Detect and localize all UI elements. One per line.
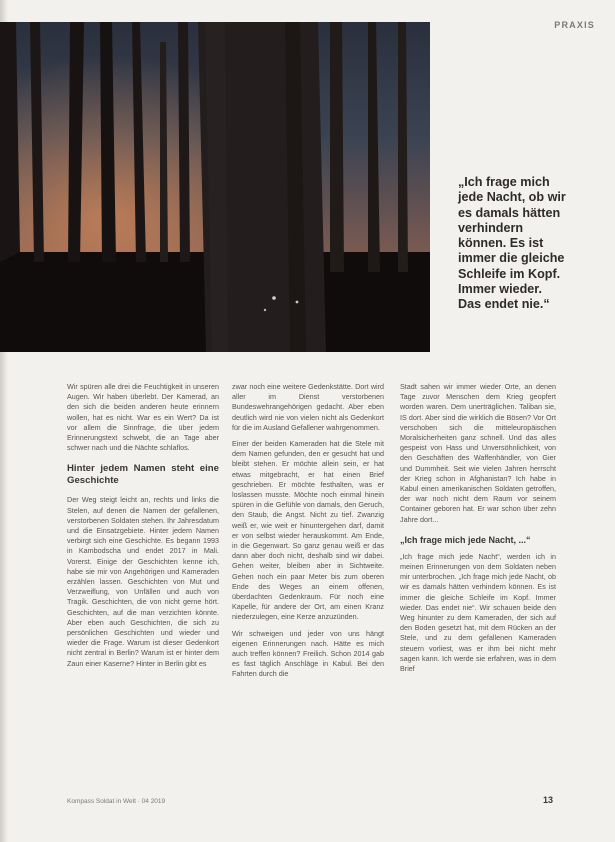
text-column-3 bbox=[400, 382, 556, 680]
page-number: 13 bbox=[542, 795, 553, 805]
section-label: PRAXIS bbox=[554, 20, 595, 30]
text-column-2 bbox=[232, 382, 384, 686]
text-column-1 bbox=[67, 382, 219, 675]
paragraph: „Ich frage mich jede Nacht“, werden ich in meinen Erinnerungen von dem Soldaten neben mir unterbrochen. „Ich frage mich jede Nacht, ob wir es damals hätten verhindern können. Es ist immer die gleiche Schleife im Kopf. Immer wieder. Das endet nie“. Wir schauen beide den Weg hinunter zu dem Kameraden, der sich auf den Boden gesetzt hat, mit dem Rücken an der Stele, und zu dem gefallenen Kameraden steuern vorliest, was er ihm bei nicht mehr sagen kann. Ich werde sie erfahren, was in dem Brief bbox=[400, 551, 556, 674]
paragraph: zwar noch eine weitere Gedenkstätte. Dort wird aller im Dienst verstorbenen Bundeswehrangehörigen gedacht. Aber eben deutlich wird nie von vielen nicht als Gedenkort für die im Ausland Gefallener wahrgenommen. bbox=[232, 382, 384, 432]
paragraph: Wir schweigen und jeder von uns hängt eigenen Erinnerungen nach. Hätte es mich auch treffen können? Freilich. Schon 2014 gab es fast täglich Anschläge in Kabul. Bei den Fahrten durch die bbox=[232, 628, 384, 679]
paragraph: Stadt sahen wir immer wieder Orte, an denen Tage zuvor Menschen dem Krieg geopfert worden waren. Dem unerträglichen. Taliban sie, IS dort. Aber sind die wirklich die Bösen? Vor Ort verschoben sich die mitteleuropäischen Moralsicherheiten ganz schnell. Und das alles gespeist von Hass und Unversöhnlichkeit, von den Geschäften des Waffenhändler, von Gier und Dummheit. Seit wie vielen Jahren herrscht der Krieg schon in Afghanistan? Ich habe in Kabul einen amerikanischen Soldaten getroffen, der war noch nicht dem Raum vor seinem Container geboren hat. Er war schon über zehn Jahre dort... bbox=[400, 382, 556, 524]
section-heading: Hinter jedem Namen steht eine Geschichte bbox=[67, 463, 219, 487]
paragraph: Wir spüren alle drei die Feuchtigkeit in unseren Augen. Wir haben überlebt. Der Kamerad, an den sich die beiden anderen heute erinnern wollen, hat es nicht. War es ein Wert? Da ist vor allem die Sinnfrage, die über jedem Erinnerungstext schwebt, die an Tage aber schwer nach und die Nächte schlaflos. bbox=[67, 382, 219, 453]
paragraph: Einer der beiden Kameraden hat die Stele mit dem Namen gefunden, den er gesucht hat und bleibt stehen. Er möchte allein sein, er hat etwas mitgebracht, er hat einen Brief geschrieben. Er möchte festhalten, was er loslassen musste. Möchte noch einmal hinein spüren in die Gefühle von damals, den Geruch, den Staub, die Angst. Nicht zu tief. Zwanzig weiß er, wie weit er hinuntergehen darf, damit er von selbst wieder herauskommt. Am Ende, in die Gegenwart. So ganz genau weiß er das dann aber doch nicht, deshalb sind wir dabei. Gehen weiter, bleiben aber in Sichtweite. Gehen noch ein paar Meter bis zum oberen Ende des Weges an einem offenen, überdachten Gedenkraum. Für noch eine Kapelle, für andere der Ort, am einen Kranz niederzulegen, eine Kerze anzuzünden. bbox=[232, 439, 384, 622]
pull-quote: „Ich frage mich jede Nacht, ob wir es damals hätten verhindern können. Es ist immer die gleiche Schleife im Kopf. Immer wieder. Das endet nie.“ bbox=[458, 175, 566, 312]
paragraph: Der Weg steigt leicht an, rechts und links die Stelen, auf denen die Namen der gefallenen, verstorbenen Soldaten stehen. Ihr Jahresdatum und die Einsatzgebiete. Hinter jedem Namen verbirgt sich eine Geschichte. Es begann 1993 in Kambodscha und endet 2017 in Mali. Vorerst. Einige der Geschichten kenne ich, habe sie mir von Angehörigen und Kameraden erzählen lassen. Geschichten von Mut und Verzweiflung, von Unfällen und auch von Tragik. Geschichten, die von nicht gerne hört. Geschichten, auf die man verzichten könnte. Aber eben auch Geschichten, die sich zu persönlichen Geschichten und wieder und wieder die Frage. Warum ist dieser Gedenkort nicht zentral in Berlin? Warum ist er hinter dem Zaun einer Kaserne? Hinter in Berlin gibt es bbox=[67, 495, 219, 668]
publication-footer: Kompass Soldat in Welt · 04 2019 bbox=[67, 798, 166, 805]
forest-photo bbox=[0, 22, 430, 352]
forest-silhouette-graphic bbox=[0, 22, 430, 352]
section-heading: „Ich frage mich jede Nacht, ...“ bbox=[400, 534, 531, 545]
